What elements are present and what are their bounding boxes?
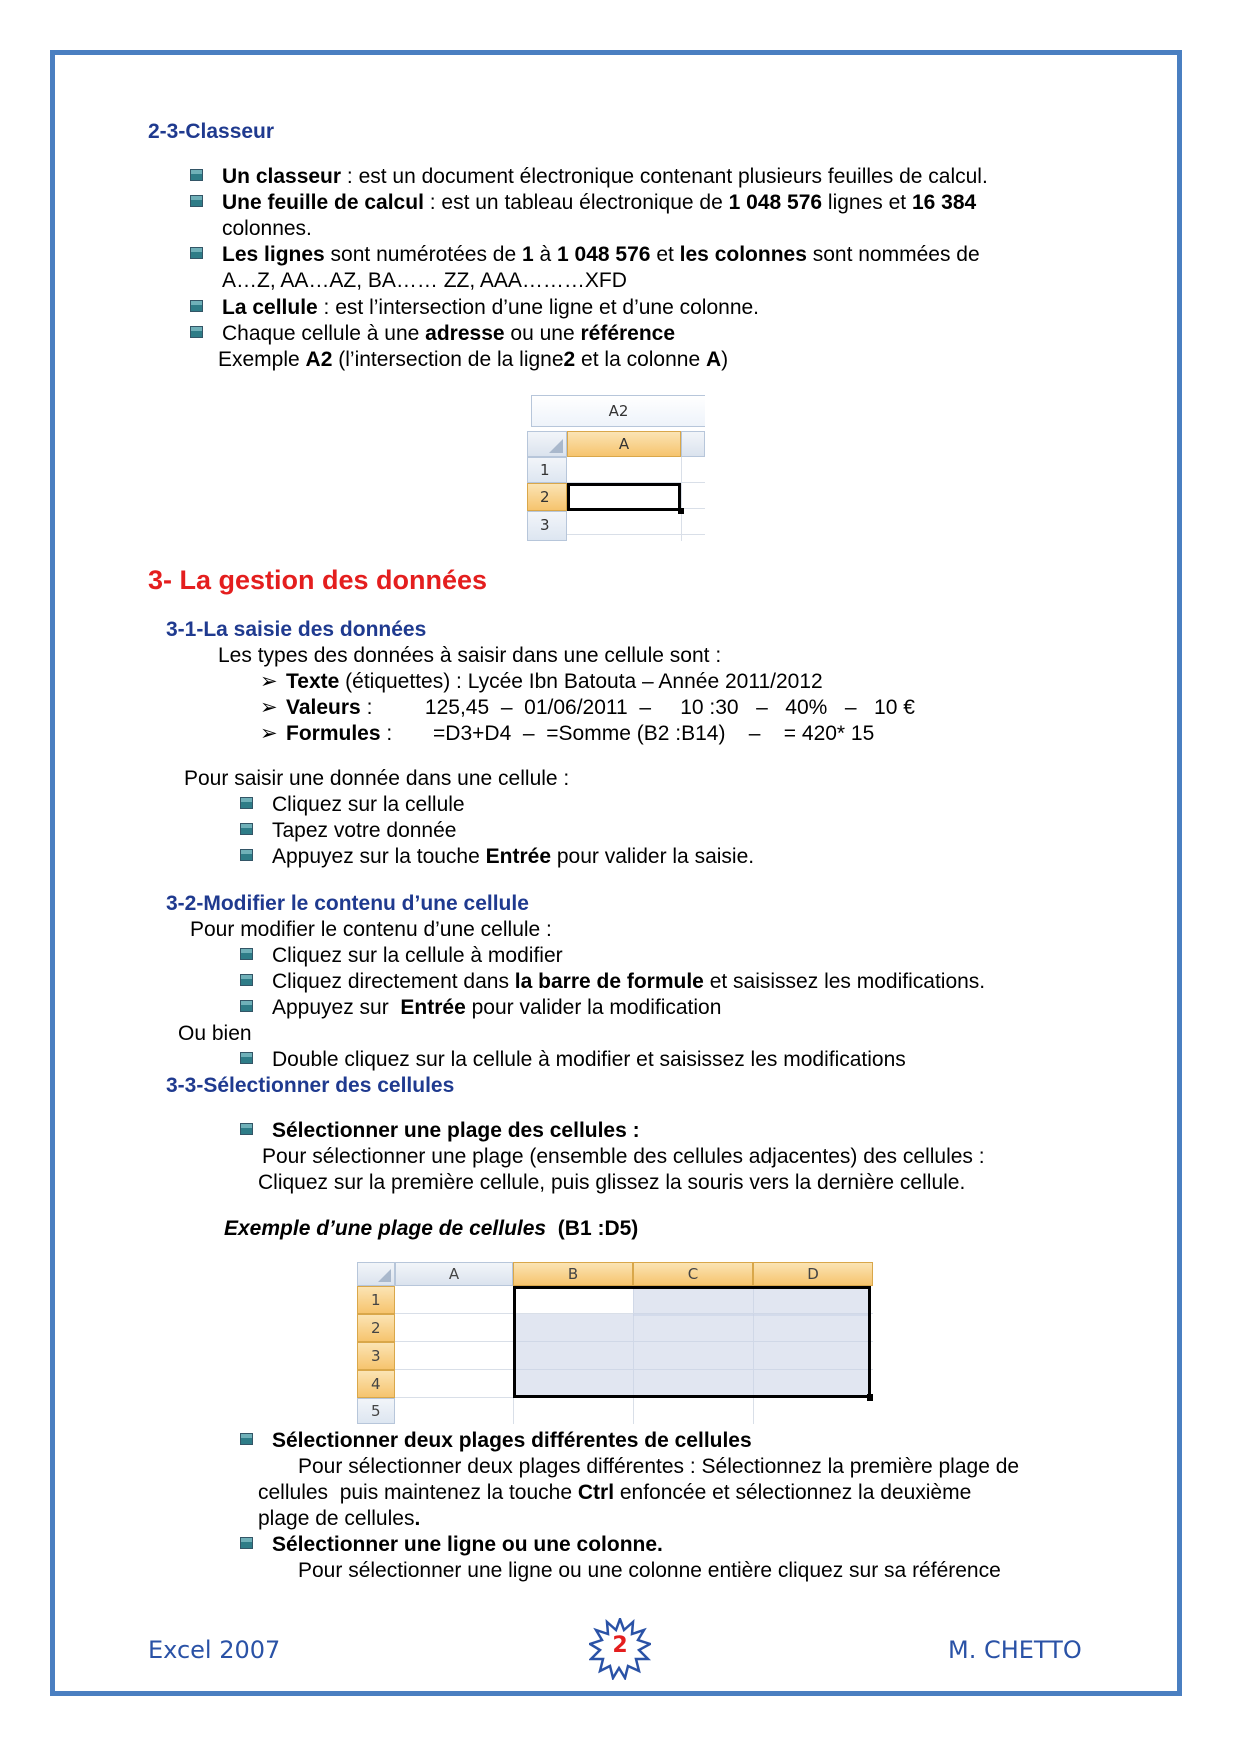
- excel-screenshot-range: [357, 1262, 873, 1424]
- arrow-icon: ➢: [260, 696, 278, 719]
- list-item: Appuyez sur la touche Entrée pour valider la saisie.: [240, 844, 269, 870]
- list-item: Double cliquez sur la cellule à modifier et saisissez les modifications: [240, 1047, 269, 1073]
- select-all-corner: [527, 431, 567, 457]
- bullet-icon: [190, 195, 203, 207]
- column-header: B: [513, 1262, 633, 1286]
- fill-handle: [867, 1394, 873, 1401]
- bullet-icon: [240, 797, 253, 809]
- row-header: 2: [527, 483, 567, 511]
- paragraph: Pour sélectionner deux plages différentes : Sélectionnez la première plage de: [298, 1455, 1020, 1478]
- select-all-corner: [357, 1262, 395, 1286]
- bullet-icon: [190, 247, 203, 259]
- list-item: Cliquez sur la cellule: [240, 792, 269, 818]
- footer-left: Excel 2007: [148, 1636, 281, 1664]
- page-number: 2: [612, 1633, 628, 1658]
- fill-handle: [678, 508, 684, 514]
- row-header: 3: [357, 1342, 395, 1370]
- bullet-icon: [240, 974, 253, 986]
- list-item: Cliquez sur la cellule à modifier: [240, 943, 269, 969]
- bullet-icon: [240, 1537, 253, 1549]
- paragraph: Pour sélectionner une ligne ou une colonne entière cliquez sur sa référence: [298, 1559, 1001, 1582]
- paragraph: cellules puis maintenez la touche Ctrl enfoncée et sélectionnez la deuxième: [258, 1481, 972, 1504]
- row-header: 1: [527, 457, 567, 483]
- bullet-icon: [240, 1433, 253, 1445]
- row-header: 4: [357, 1370, 395, 1398]
- section-title-selectionner: 3-3-Sélectionner des cellules: [166, 1074, 455, 1097]
- selected-range: [513, 1286, 871, 1398]
- paragraph: Les types des données à saisir dans une cellule sont :: [218, 644, 722, 667]
- bullet-icon: [190, 169, 203, 181]
- paragraph: Ou bien: [178, 1022, 252, 1045]
- bullet-icon: [240, 849, 253, 861]
- section-title-saisie: 3-1-La saisie des données: [166, 618, 427, 641]
- section-title-gestion: 3- La gestion des données: [148, 565, 488, 595]
- column-header: A: [567, 431, 681, 457]
- section-title-classeur: 2-3-Classeur: [148, 120, 275, 143]
- list-item: Chaque cellule à une adresse ou une référence: [190, 321, 219, 347]
- gridline: [681, 457, 682, 541]
- excel-screenshot-a2: [527, 395, 705, 541]
- list-item: Tapez votre donnée: [240, 818, 269, 844]
- paragraph: Pour sélectionner une plage (ensemble des cellules adjacentes) des cellules :: [262, 1145, 985, 1168]
- list-item: Cliquez directement dans la barre de formule et saisissez les modifications.: [240, 969, 269, 995]
- arrow-icon: ➢: [260, 722, 278, 745]
- section-title-modifier: 3-2-Modifier le contenu d’une cellule: [166, 892, 529, 915]
- arrow-icon: ➢: [260, 670, 278, 693]
- row-header: 1: [357, 1286, 395, 1314]
- list-item-continuation: A…Z, AA…AZ, BA…… ZZ, AAA………XFD: [222, 269, 627, 292]
- active-cell: [567, 483, 681, 511]
- paragraph: Pour modifier le contenu d’une cellule :: [190, 918, 552, 941]
- row-header: 5: [357, 1398, 395, 1424]
- example-caption: Exemple d’une plage de cellules (B1 :D5): [224, 1217, 639, 1240]
- name-box: A2: [531, 395, 705, 427]
- bullet-icon: [190, 300, 203, 312]
- list-item: Sélectionner une ligne ou une colonne.: [240, 1532, 269, 1558]
- column-header-empty: [681, 431, 705, 457]
- paragraph: Pour saisir une donnée dans une cellule :: [184, 767, 570, 790]
- column-header: D: [753, 1262, 873, 1286]
- row-header: 2: [357, 1314, 395, 1342]
- column-header: C: [633, 1262, 753, 1286]
- paragraph: Cliquez sur la première cellule, puis glissez la souris vers la dernière cellule.: [258, 1171, 966, 1194]
- bullet-icon: [240, 948, 253, 960]
- list-item: Les lignes sont numérotées de 1 à 1 048 576 et les colonnes sont nommées de: [190, 242, 219, 268]
- type-item: ➢ Valeurs : 125,45 – 01/06/2011 – 10 :30 – 40% – 10 €: [260, 696, 915, 719]
- list-item: Sélectionner une plage des cellules :: [240, 1118, 269, 1144]
- footer-right: M. CHETTO: [948, 1636, 1082, 1664]
- list-item: La cellule : est l’intersection d’une ligne et d’une colonne.: [190, 295, 219, 321]
- list-item-continuation: colonnes.: [222, 217, 312, 240]
- list-item: Un classeur : est un document électronique contenant plusieurs feuilles de calcul.: [190, 164, 219, 190]
- list-item: Une feuille de calcul : est un tableau électronique de 1 048 576 lignes et 16 384: [190, 190, 219, 216]
- column-header: A: [395, 1262, 513, 1286]
- bullet-icon: [240, 1123, 253, 1135]
- type-item: ➢ Formules : =D3+D4 – =Somme (B2 :B14) – = 420* 15: [260, 722, 875, 745]
- list-item: Sélectionner deux plages différentes de cellules: [240, 1428, 269, 1454]
- bullet-icon: [190, 326, 203, 338]
- example-line: Exemple A2 (l’intersection de la ligne2 et la colonne A): [218, 348, 729, 371]
- paragraph: plage de cellules.: [258, 1507, 421, 1530]
- type-item: ➢ Texte (étiquettes) : Lycée Ibn Batouta – Année 2011/2012: [260, 670, 823, 693]
- list-item: Appuyez sur Entrée pour valider la modification: [240, 995, 269, 1021]
- row-header: 3: [527, 511, 567, 541]
- bullet-icon: [240, 1052, 253, 1064]
- bullet-icon: [240, 1000, 253, 1012]
- bullet-icon: [240, 823, 253, 835]
